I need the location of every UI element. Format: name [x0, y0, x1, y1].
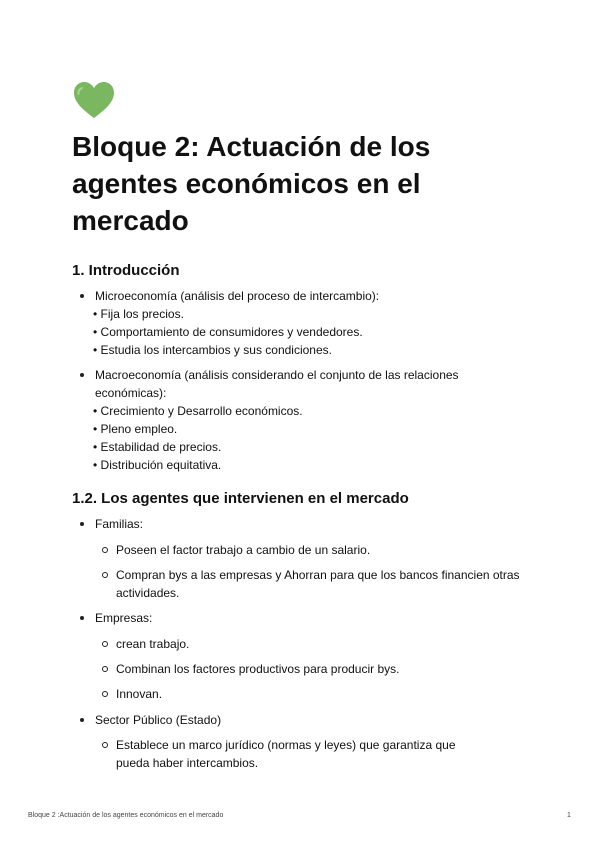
bullet-icon [80, 522, 84, 526]
list-item-label: Familias: [95, 517, 144, 531]
list-item-label: Microeconomía (análisis del proceso de intercambio): [95, 289, 380, 303]
circle-bullet-icon [102, 666, 108, 672]
circle-bullet-icon [102, 572, 108, 578]
sub-item: • Pleno empleo. [93, 422, 178, 436]
sub-item: • Comportamiento de consumidores y vendedores. [93, 325, 363, 339]
list-item-label: Sector Público (Estado) [95, 713, 222, 727]
list-item-macroeconomia [80, 366, 480, 474]
sub-list-item: Compran bys a las empresas y Ahorran para que los bancos financien otras actividades. [102, 566, 522, 602]
green-heart-icon [72, 80, 116, 120]
circle-bullet-icon [102, 547, 108, 553]
section-heading-introduccion: 1. Introducción [72, 262, 180, 279]
section-heading-agentes: 1.2. Los agentes que intervienen en el mercado [72, 490, 409, 507]
circle-bullet-icon [102, 691, 108, 697]
sub-item: • Estudia los intercambios y sus condiciones. [93, 343, 332, 357]
bullet-icon [80, 294, 84, 298]
list-item-label: Empresas: [95, 611, 153, 625]
list-item-familias [80, 515, 520, 533]
bullet-icon [80, 616, 84, 620]
bullet-icon [80, 373, 84, 377]
page-title: Bloque 2: Actuación de los agentes económicos en el mercado [72, 131, 431, 236]
footer-title: Bloque 2 :Actuación de los agentes económicos en el mercado [28, 812, 224, 819]
sub-list-item: Poseen el factor trabajo a cambio de un salario. [102, 541, 522, 559]
list-item-label: Macroeconomía (análisis considerando el conjunto de las relaciones económicas): [95, 368, 459, 400]
sub-item: • Crecimiento y Desarrollo económicos. [93, 404, 303, 418]
list-item-sector-publico [80, 711, 520, 729]
list-item-microeconomia [80, 287, 520, 359]
list-item-empresas [80, 609, 520, 627]
page-number: 1 [567, 812, 571, 819]
sub-item: • Estabilidad de precios. [93, 440, 222, 454]
circle-bullet-icon [102, 742, 108, 748]
sub-list-item: Innovan. [102, 685, 522, 703]
sub-item: • Distribución equitativa. [93, 458, 222, 472]
sub-list-item: crean trabajo. [102, 635, 522, 653]
bullet-icon [80, 718, 84, 722]
sub-list-item: Establece un marco jurídico (normas y leyes) que garantiza que pueda haber intercambios. [102, 736, 482, 772]
circle-bullet-icon [102, 641, 108, 647]
sub-item: • Fija los precios. [93, 307, 184, 321]
sub-list-item: Combinan los factores productivos para producir bys. [102, 660, 522, 678]
